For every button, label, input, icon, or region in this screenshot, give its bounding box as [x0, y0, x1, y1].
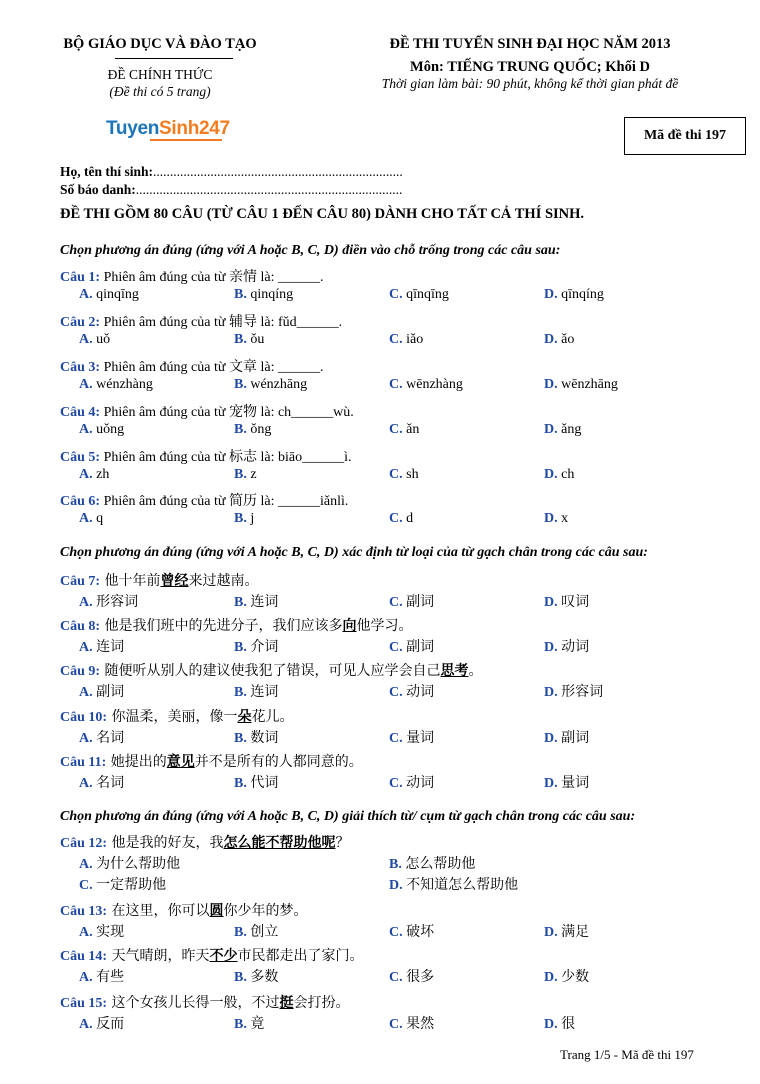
option-letter: D.	[544, 377, 558, 392]
answer-option[interactable]	[79, 921, 124, 941]
answer-option[interactable]	[389, 332, 423, 348]
question-number: Câu 8:	[60, 619, 101, 634]
answer-option[interactable]	[79, 591, 138, 611]
option-letter: B.	[234, 776, 247, 791]
header-divider	[115, 58, 233, 59]
target-word: 简历	[228, 493, 257, 509]
option-letter: A.	[79, 377, 93, 392]
option-letter: A.	[79, 857, 93, 872]
underlined-word: 圆	[209, 903, 224, 919]
question-text: 他十年前	[100, 573, 161, 589]
logo-text-1: Tuyen	[106, 118, 160, 139]
question-text: 花儿。	[251, 709, 294, 725]
option-text: 形容词	[561, 684, 604, 700]
option-text: x	[561, 511, 569, 526]
option-letter: C.	[389, 511, 403, 526]
option-text: qinqīng	[96, 287, 139, 302]
question-stem	[60, 356, 323, 376]
answer-option[interactable]	[389, 377, 463, 393]
question-text: là: ______.	[256, 270, 324, 285]
question-number: Câu 9:	[60, 664, 101, 679]
option-letter: A.	[79, 925, 93, 940]
option-letter: D.	[389, 878, 403, 893]
option-letter: A.	[79, 1017, 93, 1032]
question-text: 他学习。	[356, 618, 413, 634]
option-letter: C.	[389, 970, 403, 985]
option-text: ǎng	[561, 422, 582, 437]
option-text: 竟	[250, 1016, 265, 1032]
answer-option[interactable]	[79, 377, 153, 393]
option-text: 为什么帮助他	[96, 856, 181, 872]
question-text: 他是我的好友，我	[107, 835, 224, 851]
candidate-id-label: Số báo danh:	[60, 182, 136, 197]
option-letter: C.	[389, 640, 403, 655]
option-text: 介词	[250, 639, 279, 655]
option-letter: C.	[79, 878, 93, 893]
option-text: 一定帮助他	[96, 877, 167, 893]
section-instruction: Chọn phương án đúng (ứng với A hoặc B, C, D) xác định từ loại của từ gạch chân trong các câu sau:	[60, 545, 648, 560]
exam-code-box: Mã đề thi 197	[624, 117, 746, 155]
option-text: z	[250, 467, 257, 482]
option-letter: A.	[79, 467, 93, 482]
answer-option[interactable]	[79, 727, 124, 747]
question-stem	[60, 446, 351, 466]
option-letter: C.	[389, 332, 403, 347]
underlined-word: 向	[342, 618, 357, 634]
answer-option[interactable]	[544, 467, 574, 483]
option-letter: D.	[544, 970, 558, 985]
option-text: 连词	[250, 594, 279, 610]
option-letter: B.	[234, 332, 247, 347]
answer-option[interactable]	[389, 874, 518, 894]
option-letter: A.	[79, 640, 93, 655]
option-letter: D.	[544, 511, 558, 526]
underlined-word: 怎么能不帮助他呢	[223, 835, 336, 851]
answer-option[interactable]	[234, 591, 278, 611]
question-text: 并不是所有的人都同意的。	[194, 754, 363, 770]
option-text: 叹词	[561, 594, 590, 610]
candidate-name-dots: ..........................................................................	[153, 164, 403, 179]
option-letter: C.	[389, 685, 403, 700]
answer-option[interactable]	[389, 511, 413, 527]
candidate-id-dots: ...............................................................................	[135, 182, 403, 197]
logo-underline	[150, 139, 222, 141]
option-text: ǎo	[561, 332, 575, 347]
option-letter: B.	[234, 925, 247, 940]
option-text: wénzhāng	[250, 377, 308, 392]
answer-option[interactable]	[544, 636, 589, 656]
header-left	[40, 36, 280, 100]
answer-option[interactable]	[389, 467, 419, 483]
question-text: 天气晴朗，昨天	[107, 948, 210, 964]
answer-option[interactable]	[234, 422, 271, 438]
answer-option[interactable]	[79, 422, 124, 438]
question-number: Câu 6:	[60, 494, 101, 509]
answer-option[interactable]	[544, 377, 618, 393]
option-letter: A.	[79, 685, 93, 700]
main-title: ĐỀ THI GỒM 80 CÂU (TỪ CÂU 1 ĐẾN CÂU 80) DÀNH CHO TẤT CẢ THÍ SINH.	[60, 206, 585, 222]
question-number: Câu 2:	[60, 315, 101, 330]
option-text: j	[250, 511, 255, 526]
option-letter: B.	[234, 970, 247, 985]
option-text: sh	[406, 467, 419, 482]
option-letter: D.	[544, 776, 558, 791]
question-text: 她提出的	[106, 754, 167, 770]
option-text: 动词	[406, 684, 435, 700]
option-letter: A.	[79, 731, 93, 746]
answer-option[interactable]	[79, 966, 124, 986]
option-text: 满足	[561, 924, 590, 940]
option-letter: B.	[234, 731, 247, 746]
option-letter: D.	[544, 640, 558, 655]
option-text: 连词	[96, 639, 125, 655]
option-text: 不知道怎么帮助他	[406, 877, 519, 893]
answer-option[interactable]	[79, 332, 110, 348]
answer-option[interactable]	[544, 332, 574, 348]
option-letter: D.	[544, 467, 558, 482]
answer-option[interactable]	[389, 966, 434, 986]
question-stem	[60, 751, 363, 771]
question-text: là: fǔd______.	[256, 315, 343, 330]
option-text: zh	[96, 467, 110, 482]
target-word: 亲情	[228, 269, 257, 285]
option-letter: A.	[79, 422, 93, 437]
option-text: ch	[561, 467, 575, 482]
question-text: là: ch______wù.	[256, 405, 354, 420]
option-text: 有些	[96, 969, 125, 985]
candidate-id-line	[60, 182, 402, 198]
answer-option[interactable]	[389, 591, 434, 611]
underlined-word: 思考	[440, 663, 469, 679]
option-text: 连词	[250, 684, 279, 700]
answer-option[interactable]	[234, 772, 278, 792]
question-text: 你温柔，美丽，像一	[107, 709, 238, 725]
answer-option[interactable]	[389, 1013, 434, 1033]
option-letter: B.	[234, 511, 247, 526]
option-text: 果然	[406, 1016, 435, 1032]
answer-option[interactable]	[544, 966, 589, 986]
page-count-note: (Đề thi có 5 trang)	[109, 84, 211, 99]
option-text: qīnqīng	[406, 287, 449, 302]
option-text: ǎn	[406, 422, 420, 437]
option-text: ǒng	[250, 422, 272, 437]
section-instruction: Chọn phương án đúng (ứng với A hoặc B, C, D) giải thích từ/ cụm từ gạch chân trong các câu sau:	[60, 809, 636, 824]
answer-option[interactable]	[79, 287, 139, 303]
tuyensinh-logo	[106, 118, 230, 141]
option-text: 动词	[561, 639, 590, 655]
option-letter: D.	[544, 731, 558, 746]
option-text: wēnzhàng	[406, 377, 463, 392]
answer-option[interactable]	[389, 772, 434, 792]
option-letter: B.	[234, 287, 247, 302]
ministry-name: BỘ GIÁO DỤC VÀ ĐÀO TẠO	[63, 36, 257, 52]
question-stem	[60, 660, 483, 680]
question-text: là: ______.	[256, 360, 324, 375]
answer-option[interactable]	[79, 772, 124, 792]
option-text: 实现	[96, 924, 125, 940]
option-text: qīnqíng	[561, 287, 604, 302]
answer-option[interactable]	[234, 332, 264, 348]
question-text: 随便听从别人的建议使我犯了错误，可见人应学会自己	[100, 663, 441, 679]
answer-option[interactable]	[79, 681, 124, 701]
official-label: ĐỀ CHÍNH THỨC	[107, 67, 213, 82]
answer-option[interactable]	[544, 681, 603, 701]
answer-option[interactable]	[234, 921, 278, 941]
option-letter: C.	[389, 731, 403, 746]
option-text: 多数	[250, 969, 279, 985]
question-number: Câu 5:	[60, 450, 101, 465]
question-stem	[60, 311, 342, 331]
answer-option[interactable]	[79, 511, 103, 527]
question-stem	[60, 945, 364, 965]
question-stem	[60, 570, 259, 590]
answer-option[interactable]	[234, 287, 293, 303]
answer-option[interactable]	[234, 467, 257, 483]
candidate-name-label: Họ, tên thí sinh:	[60, 164, 154, 179]
question-number: Câu 13:	[60, 904, 108, 919]
option-text: 怎么帮助他	[405, 856, 476, 872]
option-letter: B.	[234, 422, 247, 437]
option-letter: C.	[389, 1017, 403, 1032]
answer-option[interactable]	[389, 287, 449, 303]
answer-option[interactable]	[389, 921, 434, 941]
option-text: 量词	[406, 730, 435, 746]
option-letter: C.	[389, 287, 403, 302]
answer-option[interactable]	[234, 727, 278, 747]
question-text: Phiên âm đúng của từ	[100, 315, 229, 330]
option-letter: A.	[79, 970, 93, 985]
answer-option[interactable]	[389, 636, 434, 656]
option-letter: D.	[544, 925, 558, 940]
option-letter: B.	[234, 640, 247, 655]
question-stem	[60, 832, 350, 852]
option-text: 代词	[250, 775, 279, 791]
option-text: qinqíng	[250, 287, 294, 302]
option-text: 副词	[561, 730, 590, 746]
question-stem	[60, 992, 350, 1012]
option-text: ǒu	[250, 332, 265, 347]
question-number: Câu 1:	[60, 270, 101, 285]
question-number: Câu 4:	[60, 405, 101, 420]
option-text: 破坏	[406, 924, 435, 940]
question-number: Câu 15:	[60, 996, 108, 1011]
option-letter: D.	[544, 422, 558, 437]
option-letter: A.	[79, 332, 93, 347]
option-letter: A.	[79, 595, 93, 610]
option-text: 名词	[96, 775, 125, 791]
answer-option[interactable]	[389, 853, 475, 873]
option-text: 动词	[406, 775, 435, 791]
option-text: wénzhàng	[96, 377, 153, 392]
answer-option[interactable]	[234, 1013, 264, 1033]
answer-option[interactable]	[79, 853, 180, 873]
option-text: 副词	[406, 639, 435, 655]
question-stem	[60, 401, 354, 421]
answer-option[interactable]	[389, 727, 434, 747]
answer-option[interactable]	[234, 511, 254, 527]
option-letter: B.	[234, 1017, 247, 1032]
option-text: uǒng	[96, 422, 125, 437]
option-letter: C.	[389, 595, 403, 610]
option-text: 很多	[406, 969, 435, 985]
option-letter: B.	[234, 685, 247, 700]
answer-option[interactable]	[389, 422, 419, 438]
answer-option[interactable]	[79, 636, 124, 656]
question-stem	[60, 266, 323, 286]
option-letter: C.	[389, 925, 403, 940]
target-word: 文章	[228, 359, 257, 375]
question-text: 来过越南。	[188, 573, 259, 589]
option-text: d	[406, 511, 414, 526]
option-letter: D.	[544, 1017, 558, 1032]
question-text: 市民都走出了家门。	[237, 948, 364, 964]
underlined-word: 挺	[279, 995, 294, 1011]
question-stem	[60, 900, 308, 920]
question-text: 会打扮。	[293, 995, 350, 1011]
answer-option[interactable]	[544, 1013, 575, 1033]
option-letter: D.	[544, 287, 558, 302]
option-text: 少数	[561, 969, 590, 985]
option-text: uǒ	[96, 332, 111, 347]
answer-option[interactable]	[544, 287, 604, 303]
underlined-word: 意见	[166, 754, 195, 770]
answer-option[interactable]	[544, 772, 589, 792]
question-text: 。	[468, 663, 483, 679]
question-stem	[60, 490, 348, 510]
option-letter: B.	[234, 467, 247, 482]
question-text: 他是我们班中的先进分子，我们应该多	[100, 618, 343, 634]
answer-option[interactable]	[544, 591, 589, 611]
answer-option[interactable]	[544, 511, 568, 527]
target-word: 辅导	[228, 314, 257, 330]
option-letter: C.	[389, 377, 403, 392]
option-text: 形容词	[96, 594, 139, 610]
option-text: 量词	[561, 775, 590, 791]
answer-option[interactable]	[234, 966, 278, 986]
question-text: là: biāo______ì.	[256, 450, 352, 465]
answer-option[interactable]	[234, 377, 307, 393]
question-text: Phiên âm đúng của từ	[100, 405, 229, 420]
option-text: wēnzhāng	[561, 377, 618, 392]
option-letter: A.	[79, 287, 93, 302]
option-letter: B.	[234, 595, 247, 610]
question-number: Câu 10:	[60, 710, 108, 725]
option-letter: C.	[389, 776, 403, 791]
section-instruction: Chọn phương án đúng (ứng với A hoặc B, C, D) điền vào chỗ trống trong các câu sau:	[60, 243, 561, 258]
question-text: 在这里，你可以	[107, 903, 210, 919]
question-text: Phiên âm đúng của từ	[100, 494, 229, 509]
candidate-name-line	[60, 164, 403, 180]
option-text: 创立	[250, 924, 279, 940]
option-text: 数词	[250, 730, 279, 746]
option-text: 副词	[406, 594, 435, 610]
question-text: Phiên âm đúng của từ	[100, 270, 229, 285]
underlined-word: 曾经	[160, 573, 189, 589]
question-text: Phiên âm đúng của từ	[100, 360, 229, 375]
option-text: q	[96, 511, 104, 526]
page-footer: Trang 1/5 - Mã đề thi 197	[560, 1047, 694, 1062]
question-text: ？	[335, 835, 350, 851]
question-number: Câu 12:	[60, 836, 108, 851]
option-letter: A.	[79, 776, 93, 791]
option-text: 很	[561, 1016, 576, 1032]
question-stem	[60, 706, 294, 726]
question-number: Câu 7:	[60, 574, 101, 589]
option-text: 反而	[96, 1016, 125, 1032]
option-letter: B.	[389, 857, 402, 872]
question-number: Câu 3:	[60, 360, 101, 375]
question-text: Phiên âm đúng của từ	[100, 450, 229, 465]
option-letter: D.	[544, 595, 558, 610]
option-letter: D.	[544, 685, 558, 700]
option-letter: A.	[79, 511, 93, 526]
exam-subject: Môn: TIẾNG TRUNG QUỐC; Khối D	[410, 59, 650, 75]
question-number: Câu 11:	[60, 755, 107, 770]
underlined-word: 不少	[209, 948, 238, 964]
answer-option[interactable]	[79, 467, 109, 483]
option-text: 名词	[96, 730, 125, 746]
option-letter: D.	[544, 332, 558, 347]
option-text: 副词	[96, 684, 125, 700]
underlined-word: 朵	[237, 709, 252, 725]
answer-option[interactable]	[389, 681, 434, 701]
option-text: iǎo	[406, 332, 424, 347]
answer-option[interactable]	[234, 636, 278, 656]
header-right	[330, 36, 730, 92]
target-word: 标志	[228, 449, 257, 465]
exam-title: ĐỀ THI TUYỂN SINH ĐẠI HỌC NĂM 2013	[389, 36, 671, 52]
option-letter: C.	[389, 467, 403, 482]
answer-option[interactable]	[544, 422, 581, 438]
exam-time: Thời gian làm bài: 90 phút, không kể thời gian phát đề	[381, 76, 679, 91]
question-text: là: ______iǎnlì.	[256, 494, 349, 509]
question-text: 这个女孩儿长得一般，不过	[107, 995, 280, 1011]
answer-option[interactable]	[234, 681, 278, 701]
logo-text-2: Sinh247	[159, 118, 230, 139]
answer-option[interactable]	[544, 727, 589, 747]
answer-option[interactable]	[79, 874, 166, 894]
question-number: Câu 14:	[60, 949, 108, 964]
answer-option[interactable]	[79, 1013, 124, 1033]
question-text: 你少年的梦。	[223, 903, 308, 919]
option-letter: C.	[389, 422, 403, 437]
question-stem	[60, 615, 413, 635]
option-letter: B.	[234, 377, 247, 392]
answer-option[interactable]	[544, 921, 589, 941]
target-word: 宠物	[228, 404, 257, 420]
